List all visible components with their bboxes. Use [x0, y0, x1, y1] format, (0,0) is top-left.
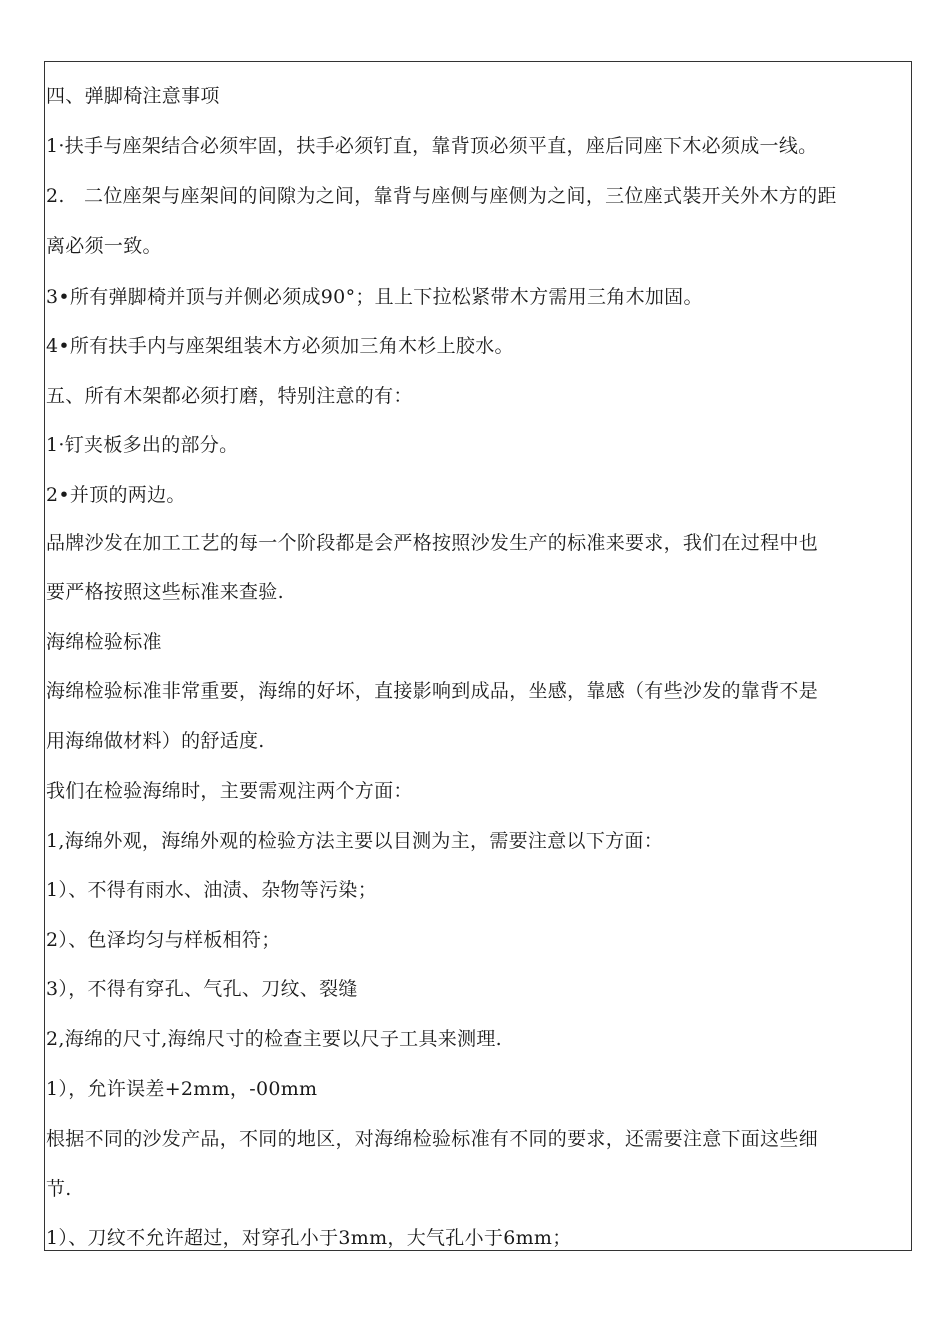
text-line: 1·钉夹板多出的部分。 — [46, 434, 239, 456]
text-line: 1）、刀纹不允许超过，对穿孔小于3mm，大气孔小于6mm； — [46, 1227, 572, 1249]
text-line: 节. — [46, 1178, 72, 1200]
document-border — [44, 61, 912, 1251]
text-line: 1·扶手与座架结合必须牢固，扶手必须钉直，靠背顶必须平直，座后同座下木必须成一线。 — [46, 135, 818, 157]
text-line: 品牌沙发在加工工艺的每一个阶段都是会严格按照沙发生产的标准来要求，我们在过程中也 — [46, 532, 819, 554]
text-line: 离必须一致。 — [46, 235, 162, 257]
section-heading-4: 四、弹脚椅注意事项 — [46, 85, 220, 107]
text-line: 根据不同的沙发产品，不同的地区，对海绵检验标准有不同的要求，还需要注意下面这些细 — [46, 1128, 819, 1150]
text-line: 用海绵做材料）的舒适度. — [46, 730, 265, 752]
section-heading-5: 五、所有木架都必须打磨，特别注意的有： — [46, 385, 413, 407]
text-line: 1,海绵外观，海绵外观的检验方法主要以目测为主，需要注意以下方面： — [46, 830, 664, 852]
text-line: 2. 二位座架与座架间的间隙为之间，靠背与座侧与座侧为之间，三位座式裝开关外木方的距 — [46, 185, 837, 207]
text-line: 2）、色泽均匀与样板相符； — [46, 929, 281, 951]
text-line: 4•所有扶手内与座架组装木方必须加三角木杉上胶水。 — [46, 335, 514, 357]
text-line: 要严格按照这些标准来查验. — [46, 581, 284, 603]
text-line: 2,海绵的尺寸,海绵尺寸的检查主要以尺子工具来测理. — [46, 1028, 503, 1050]
text-line: 1）、不得有雨水、油渍、杂物等污染； — [46, 879, 377, 901]
text-line: 3），不得有穿孔、气孔、刀纹、裂缝 — [46, 978, 358, 1000]
text-line: 3•所有弹脚椅并顶与并侧必须成90°；且上下拉松紧带木方需用三角木加固。 — [46, 286, 703, 308]
text-line: 我们在检验海绵时，主要需观注两个方面： — [46, 780, 413, 802]
section-heading-sponge: 海绵检验标准 — [46, 631, 162, 653]
text-line: 1），允许误差+2mm，-00mm — [46, 1078, 318, 1100]
text-line: 2•并顶的两边。 — [46, 484, 186, 506]
text-line: 海绵检验标准非常重要，海绵的好坏，直接影响到成品，坐感，靠感（有些沙发的靠背不是 — [46, 680, 819, 702]
